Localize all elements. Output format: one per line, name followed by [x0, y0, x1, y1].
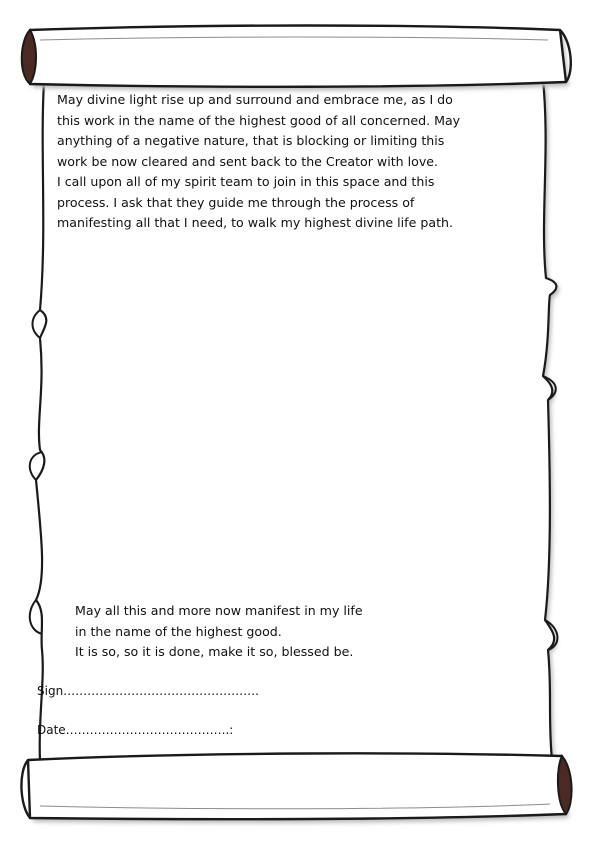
invocation-line: May divine light rise up and surround and embrace me, as I do: [57, 92, 453, 107]
top-roll: [30, 26, 566, 87]
invocation-text: [57, 90, 527, 234]
invocation-line: manifesting all that I need, to walk my highest divine life path.: [57, 215, 454, 230]
closing-line: in the name of the highest good.: [75, 623, 282, 639]
closing-line: May all this and more now manifest in my life: [75, 603, 363, 618]
invocation-line: work be now cleared and sent back to the Creator with love.: [57, 153, 439, 169]
invocation-line: anything of a negative nature, that is blocking or limiting this: [57, 133, 445, 148]
invocation-line: process. I ask that they guide me through the process of: [57, 194, 415, 210]
closing-blessing: [75, 601, 495, 663]
closing-line: It is so, so it is done, make it so, blessed be.: [75, 644, 354, 659]
invocation-line: this work in the name of the highest good of all concerned. May: [57, 112, 461, 128]
bottom-roll: [28, 753, 566, 819]
date-field[interactable]: Date…………………………………..:: [37, 723, 234, 737]
signature-field[interactable]: Sign………………………………………….: [37, 684, 259, 698]
invocation-line: I call upon all of my spirit team to join in this space and this: [57, 174, 435, 189]
